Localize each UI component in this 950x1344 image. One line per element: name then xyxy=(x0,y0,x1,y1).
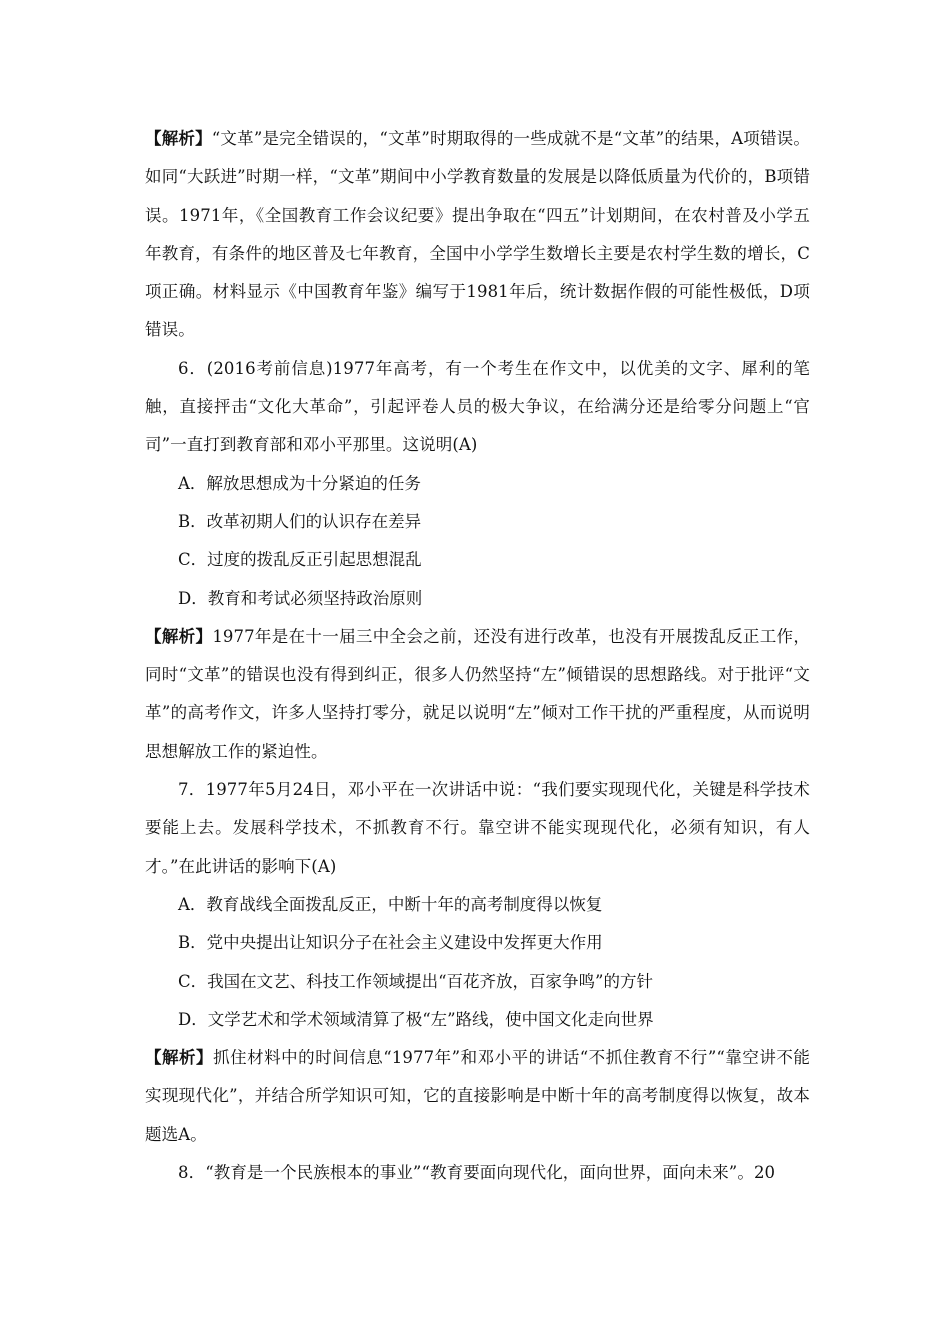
analysis-tag: 【解析】 xyxy=(145,1048,214,1068)
question-7-option-b: B．党中央提出让知识分子在社会主义建设中发挥更大作用 xyxy=(178,933,603,953)
question-7-option-c: C．我国在文艺、科技工作领域提出“百花齐放，百家争鸣”的方针 xyxy=(178,971,653,991)
analysis-text: 1977年是在十一届三中全会之前，还没有进行改革，也没有开展拨乱反正工作，同时“文革”的错误也没有得到纠正，很多人仍然坚持“左”倾错误的思想路线。对于批评“文革”的高考作文，许多人坚持打零分，就足以说明“左”倾对工作干扰的严重程度，从而说明思想解放工作的紧迫性。 xyxy=(145,626,810,761)
document-page xyxy=(145,120,810,1192)
analysis-text: 抓住材料中的时间信息“1977年”和邓小平的讲话“不抓住教育不行”“靠空讲不能实现现代化”，并结合所学知识可知，它的直接影响是中断十年的高考制度得以恢复，故本题选A。 xyxy=(145,1048,810,1144)
question-8-stem: 8．“教育是一个民族根本的事业”“教育要面向现代化，面向世界，面向未来”。20 xyxy=(178,1163,776,1183)
question-7-stem: 7．1977年5月24日，邓小平在一次讲话中说：“我们要实现现代化，关键是科学技术要能上去。发展科学技术，不抓教育不行。靠空讲不能实现现代化，必须有知识，有人才。”在此讲话的影响下(A) xyxy=(145,780,810,876)
analysis-7 xyxy=(145,1039,810,1154)
question-6-option-a: A．解放思想成为十分紧迫的任务 xyxy=(178,473,421,493)
question-7-option-d: D．文学艺术和学术领域清算了极“左”路线，使中国文化走向世界 xyxy=(178,1009,654,1029)
analysis-tag: 【解析】 xyxy=(145,129,212,148)
analysis-text: “文革”是完全错误的，“文革”时期取得的一些成就不是“文革”的结果，A项错误。如同“大跃进”时期一样，“文革”期间中小学教育数量的发展是以降低质量为代价的，B项错误。1971年，《全国教育工作会议纪要》提出争取在“四五”计划期间，在农村普及小学五年教育，有条件的地区普及七年教育，全国中小学学生数增长主要是农村学生数的增长，C项正确。材料显示《中国教育年鉴》编写于1981年后，统计数据作假的可能性极低，D项错误。 xyxy=(145,129,810,340)
question-6-option-c: C．过度的拨乱反正引起思想混乱 xyxy=(178,550,422,570)
question-6-option-d: D．教育和考试必须坚持政治原则 xyxy=(178,588,423,608)
question-6-stem: 6．(2016考前信息)1977年高考，有一个考生在作文中，以优美的文字、犀利的笔触，直接抨击“文化大革命”，引起评卷人员的极大争议，在给满分还是给零分问题上“官司”一直打到教育部和邓小平那里。这说明(A) xyxy=(145,358,810,455)
analysis-5 xyxy=(145,120,810,350)
analysis-tag: 【解析】 xyxy=(145,626,213,646)
question-7-option-a: A．教育战线全面拨乱反正，中断十年的高考制度得以恢复 xyxy=(178,894,603,914)
analysis-6 xyxy=(145,618,810,771)
question-6-option-b: B．改革初期人们的认识存在差异 xyxy=(178,511,422,531)
